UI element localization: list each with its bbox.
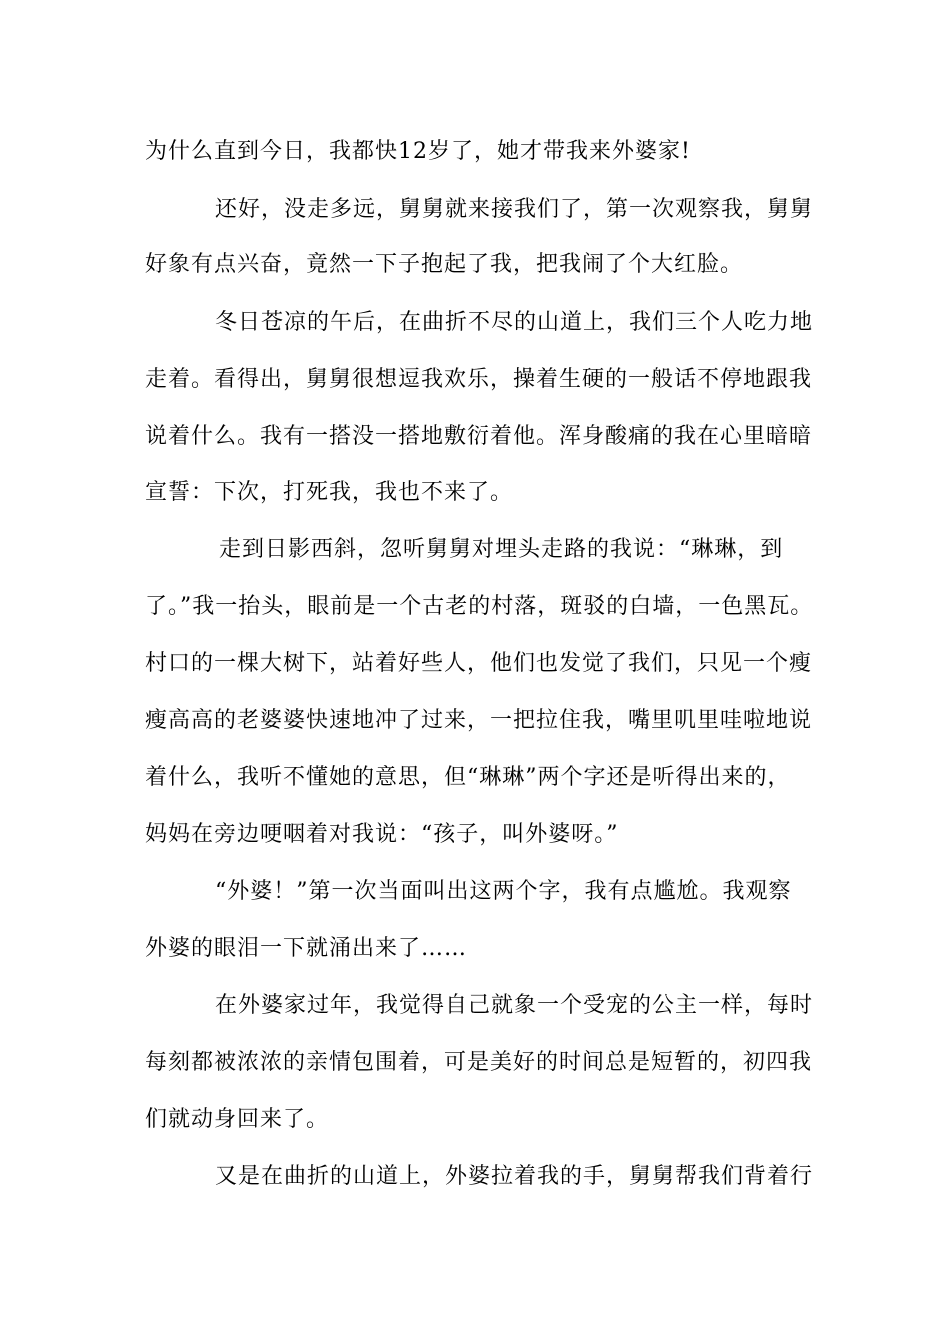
text-line: 妈妈在旁边哽咽着对我说：“孩子，叫外婆呀。” (145, 822, 619, 847)
text-line: 又是在曲折的山道上，外婆拉着我的手，舅舅帮我们背着行 (215, 1164, 814, 1189)
text-line: 了。”我一抬头，眼前是一个古老的村落，斑驳的白墙，一色黑瓦。 (145, 594, 814, 619)
text-line: 着什么，我听不懂她的意思，但“琳琳”两个字还是听得出来的， (145, 765, 791, 790)
text-line: 宣誓：下次，打死我，我也不来了。 (145, 480, 514, 505)
text-line: 们就动身回来了。 (145, 1107, 330, 1132)
text-line: 说着什么。我有一搭没一搭地敷衍着他。浑身酸痛的我在心里暗暗 (145, 424, 813, 449)
text-line: 走到日影西斜，忽听舅舅对埋头走路的我说：“琳琳，到 (219, 537, 784, 562)
text-line: 外婆的眼泪一下就涌出来了…… (145, 936, 468, 961)
text-line: 每刻都被浓浓的亲情包围着，可是美好的时间总是短暂的，初四我 (145, 1050, 813, 1075)
text-line: 瘦高高的老婆婆快速地冲了过来，一把拉住我，嘴里叽里哇啦地说 (145, 708, 813, 733)
text-line: 村口的一棵大树下，站着好些人，他们也发觉了我们，只见一个瘦 (145, 651, 813, 676)
text-line: 还好，没走多远，舅舅就来接我们了，第一次观察我，舅舅 (215, 197, 814, 222)
text-line: 在外婆家过年，我觉得自己就象一个受宠的公主一样，每时 (215, 993, 814, 1018)
text-line: “外婆！”第一次当面叫出这两个字，我有点尴尬。我观察 (215, 879, 792, 904)
text-line: 为什么直到今日，我都快12岁了，她才带我来外婆家! (145, 139, 691, 164)
text-line: 走着。看得出，舅舅很想逗我欢乐，操着生硬的一般话不停地跟我 (145, 367, 813, 392)
text-line: 好象有点兴奋，竟然一下子抱起了我，把我闹了个大红脸。 (145, 252, 744, 277)
text-line: 冬日苍凉的午后，在曲折不尽的山道上，我们三个人吃力地 (215, 310, 814, 335)
